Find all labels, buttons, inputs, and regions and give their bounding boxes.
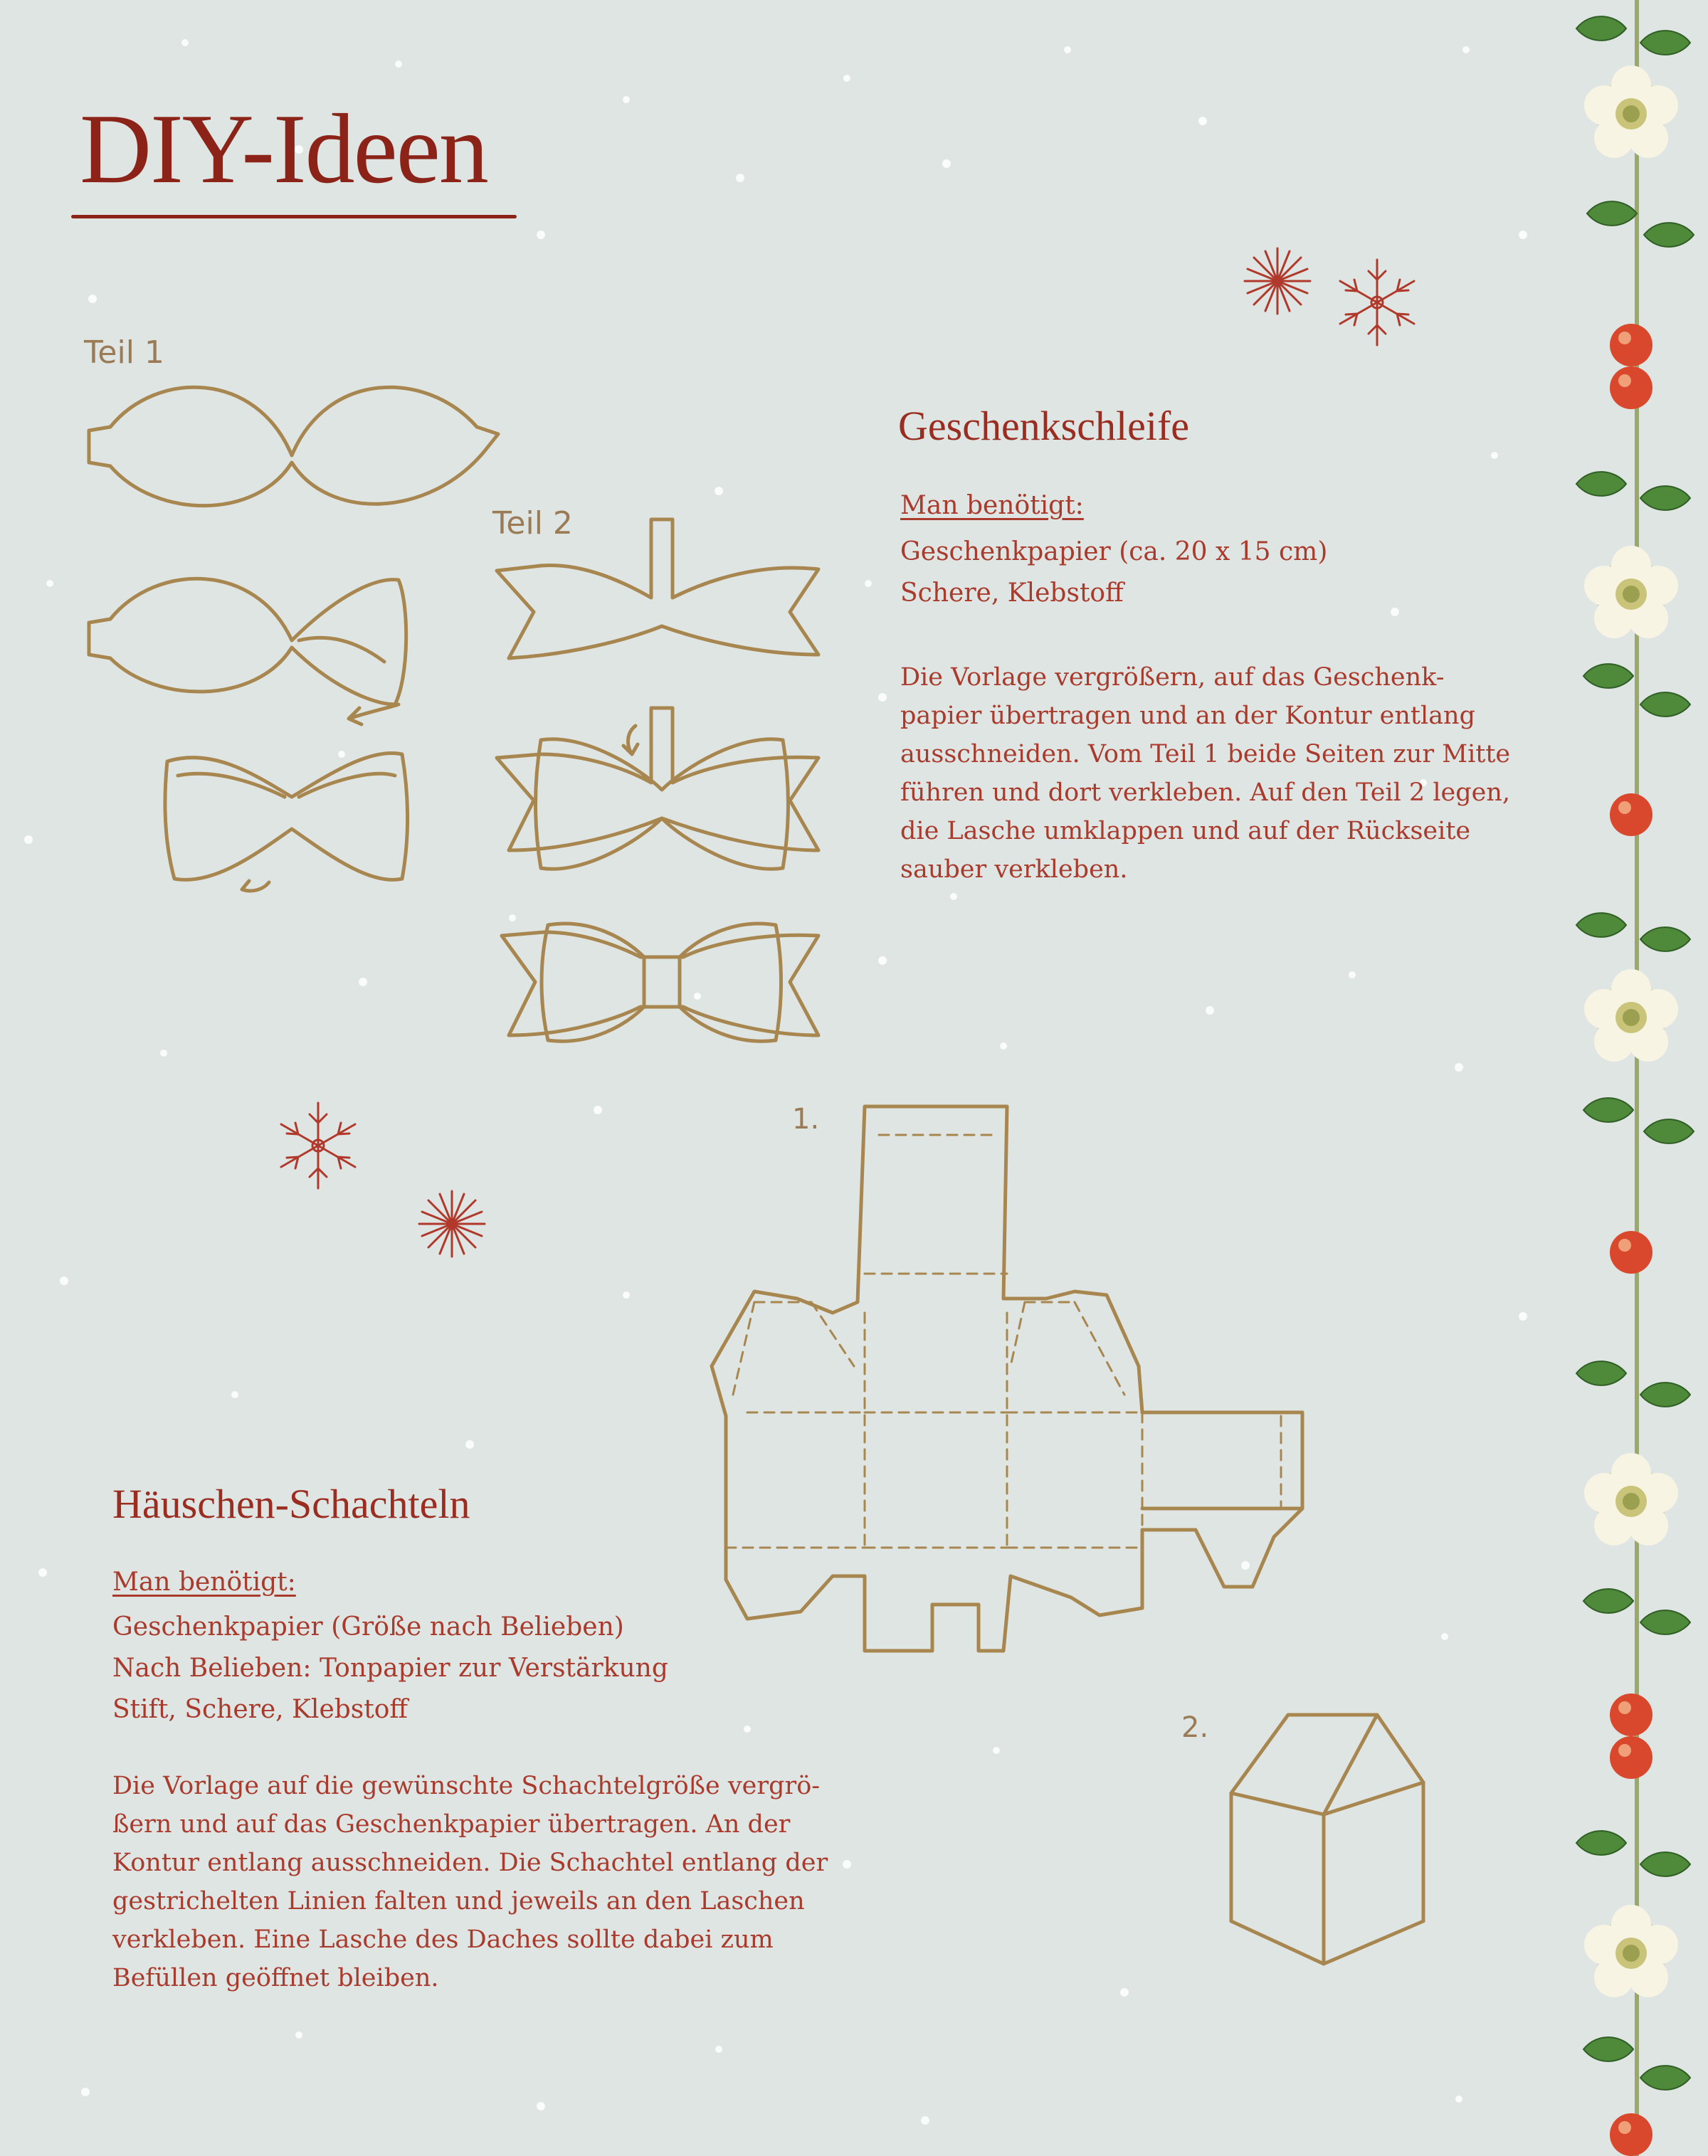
hellebore-flower-icon bbox=[1584, 969, 1678, 1062]
instruction-line: sauber verkleben. bbox=[900, 855, 1128, 884]
material-item: Geschenkpapier (Größe nach Belieben) bbox=[112, 1612, 624, 1642]
house-instructions bbox=[112, 1767, 828, 1997]
holly-garland bbox=[1576, 0, 1694, 2156]
bow-part2-layered-outline bbox=[497, 708, 818, 869]
hellebore-flower-icon bbox=[1584, 1453, 1678, 1545]
bow-part1-fold-arrow-small bbox=[242, 881, 269, 891]
bow-part2-fold-arrow bbox=[623, 726, 638, 754]
bow-part1-diagrams bbox=[89, 387, 498, 891]
bow-materials-list bbox=[900, 532, 1327, 614]
instruction-line: ßern und auf das Geschenkpapier übertragen. An der bbox=[112, 1810, 791, 1839]
snowflake-icon bbox=[281, 1103, 355, 1188]
instruction-line: Die Vorlage auf die gewünschte Schachtelgröße vergrö- bbox=[112, 1772, 821, 1800]
house-folded-outline bbox=[1231, 1715, 1423, 1964]
bow-part2-diagrams bbox=[497, 519, 818, 1041]
instruction-line: führen und dort verkleben. Auf den Teil 2 legen, bbox=[900, 778, 1511, 807]
bow-part1-flat-outline bbox=[89, 387, 498, 505]
house-net-right-flap bbox=[1142, 1412, 1302, 1508]
berry-icon bbox=[1610, 2113, 1652, 2156]
material-item: Geschenkpapier (ca. 20 x 15 cm) bbox=[900, 537, 1328, 566]
bow-part1-folded-outline bbox=[165, 753, 407, 879]
house-step1-label: 1. bbox=[792, 1103, 820, 1136]
material-item: Schere, Klebstoff bbox=[900, 578, 1124, 608]
berry-icon bbox=[1610, 1736, 1652, 1779]
instruction-line: papier übertragen und an der Kontur entlang bbox=[900, 702, 1476, 730]
hellebore-flower-icon bbox=[1584, 65, 1678, 158]
instruction-line: Kontur entlang ausschneiden. Die Schachtel entlang der bbox=[112, 1849, 828, 1877]
house-step2-label: 2. bbox=[1181, 1711, 1209, 1744]
house-box-net-diagram bbox=[712, 1106, 1302, 1651]
berry-icon bbox=[1610, 793, 1652, 836]
bow-part1-label: Teil 1 bbox=[84, 334, 164, 371]
bow-part1-folding-outline bbox=[89, 578, 406, 704]
house-materials-list bbox=[112, 1607, 668, 1730]
page-title: DIY-Ideen bbox=[80, 94, 487, 204]
instruction-line: Befüllen geöffnet bleiben. bbox=[112, 1964, 439, 1992]
house-net-outline bbox=[712, 1106, 1302, 1651]
house-box-folded-diagram bbox=[1231, 1715, 1423, 1964]
bow-heading: Geschenkschleife bbox=[898, 403, 1190, 449]
star-snowflake-icon bbox=[1245, 248, 1310, 314]
berry-icon bbox=[1610, 1693, 1652, 1736]
bow-part2-finished-outline bbox=[502, 924, 818, 1041]
star-snowflake-icon bbox=[419, 1191, 485, 1257]
hellebore-flower-icon bbox=[1584, 546, 1678, 638]
material-item: Stift, Schere, Klebstoff bbox=[112, 1695, 408, 1724]
instruction-line: gestrichelten Linien falten und jeweils an den Laschen bbox=[112, 1887, 805, 1915]
bow-materials-label: Man benötigt: bbox=[900, 491, 1084, 520]
material-item: Nach Belieben: Tonpapier zur Verstärkung bbox=[112, 1654, 668, 1683]
house-heading: Häuschen-Schachteln bbox=[112, 1481, 470, 1527]
bow-part2-label: Teil 2 bbox=[492, 505, 573, 541]
instruction-line: die Lasche umklappen und auf der Rückseite bbox=[900, 817, 1471, 845]
bow-instructions bbox=[900, 658, 1510, 889]
berry-icon bbox=[1610, 324, 1652, 366]
instruction-line: verkleben. Eine Lasche des Daches sollte dabei zum bbox=[112, 1925, 774, 1954]
snowflake-icon bbox=[1340, 260, 1414, 345]
instruction-line: Die Vorlage vergrößern, auf das Geschenk- bbox=[900, 663, 1445, 692]
hellebore-flower-icon bbox=[1584, 1905, 1678, 1997]
berry-icon bbox=[1610, 1231, 1652, 1274]
instruction-line: ausschneiden. Vom Teil 1 beide Seiten zur Mitte bbox=[900, 740, 1511, 768]
title-underline bbox=[71, 215, 517, 218]
berry-icon bbox=[1610, 366, 1652, 409]
bow-part1-fold-arrow bbox=[349, 704, 399, 724]
house-materials-label: Man benötigt: bbox=[112, 1568, 296, 1597]
